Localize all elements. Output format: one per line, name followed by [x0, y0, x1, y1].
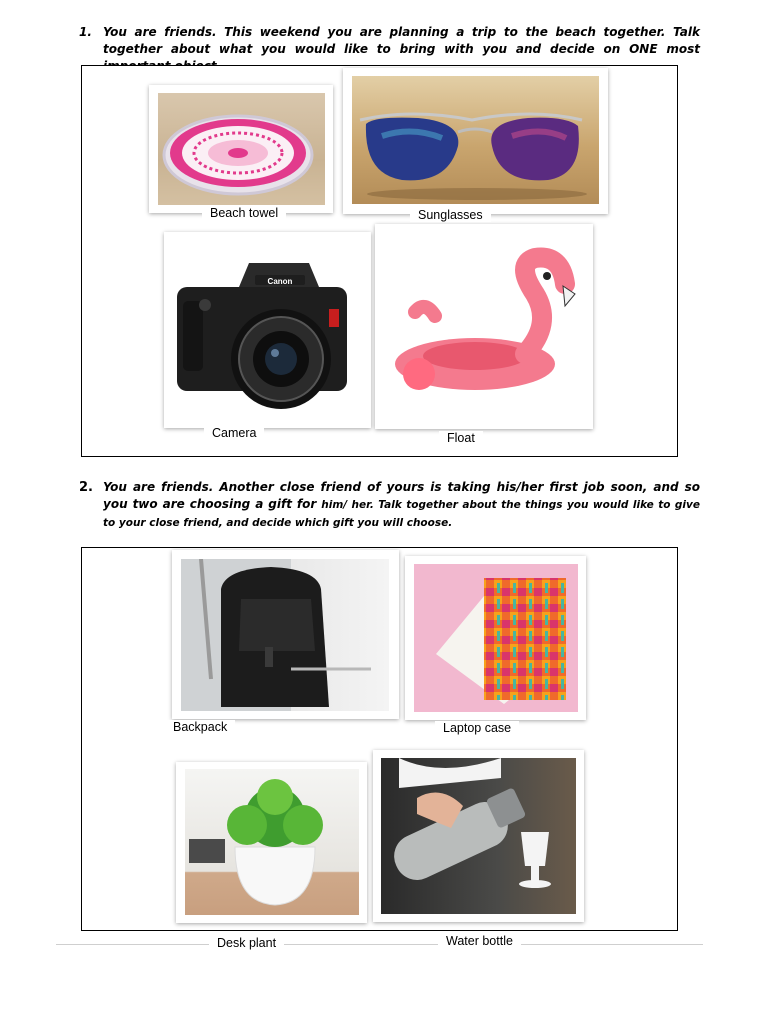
question-number: 1.: [79, 25, 92, 39]
beach-towel-caption: Beach towel: [202, 206, 286, 220]
desk-plant-photo: [176, 762, 367, 923]
camera-photo: [164, 232, 371, 428]
round-towel-icon: [158, 93, 325, 205]
question-2: [79, 479, 700, 532]
desk-plant-caption: Desk plant: [209, 936, 284, 950]
camera-icon: [169, 239, 365, 421]
float-caption: Float: [439, 431, 483, 445]
question-text-small: him/ her. Talk together about the things you would like to give to your close friend, and decide which gift you will choose.: [103, 499, 700, 529]
sunglasses-caption: Sunglasses: [410, 208, 491, 222]
flamingo-float-icon: [375, 224, 593, 429]
backpack-caption: Backpack: [165, 720, 235, 734]
laptop-case-caption: Laptop case: [435, 721, 519, 735]
water-bottle-photo: [373, 750, 584, 922]
water-bottle-icon: [381, 758, 576, 914]
question-text-large: You are friends. Another close friend of yours is taking his/her first job soon, and so you two are choosing a gift for: [103, 480, 700, 511]
sunglasses-icon: [352, 76, 599, 204]
desk-plant-icon: [185, 769, 359, 915]
beach-towel-photo: [149, 85, 333, 213]
svg-text:Canon: Canon: [267, 277, 293, 286]
laptop-case-icon: [414, 564, 578, 712]
footer-divider: [56, 944, 703, 945]
question-text: You are friends. This weekend you are planning a trip to the beach together. Talk together about what you would like to bring with you and decide on ONE most: [103, 25, 700, 56]
backpack-photo: [172, 550, 399, 719]
backpack-icon: [181, 559, 389, 711]
question-number: 2.: [79, 480, 93, 495]
float-photo: [375, 224, 593, 429]
laptop-case-photo: [405, 556, 586, 720]
camera-caption: Camera: [204, 426, 264, 440]
sunglasses-photo: [343, 68, 608, 214]
water-bottle-caption: Water bottle: [438, 934, 521, 948]
